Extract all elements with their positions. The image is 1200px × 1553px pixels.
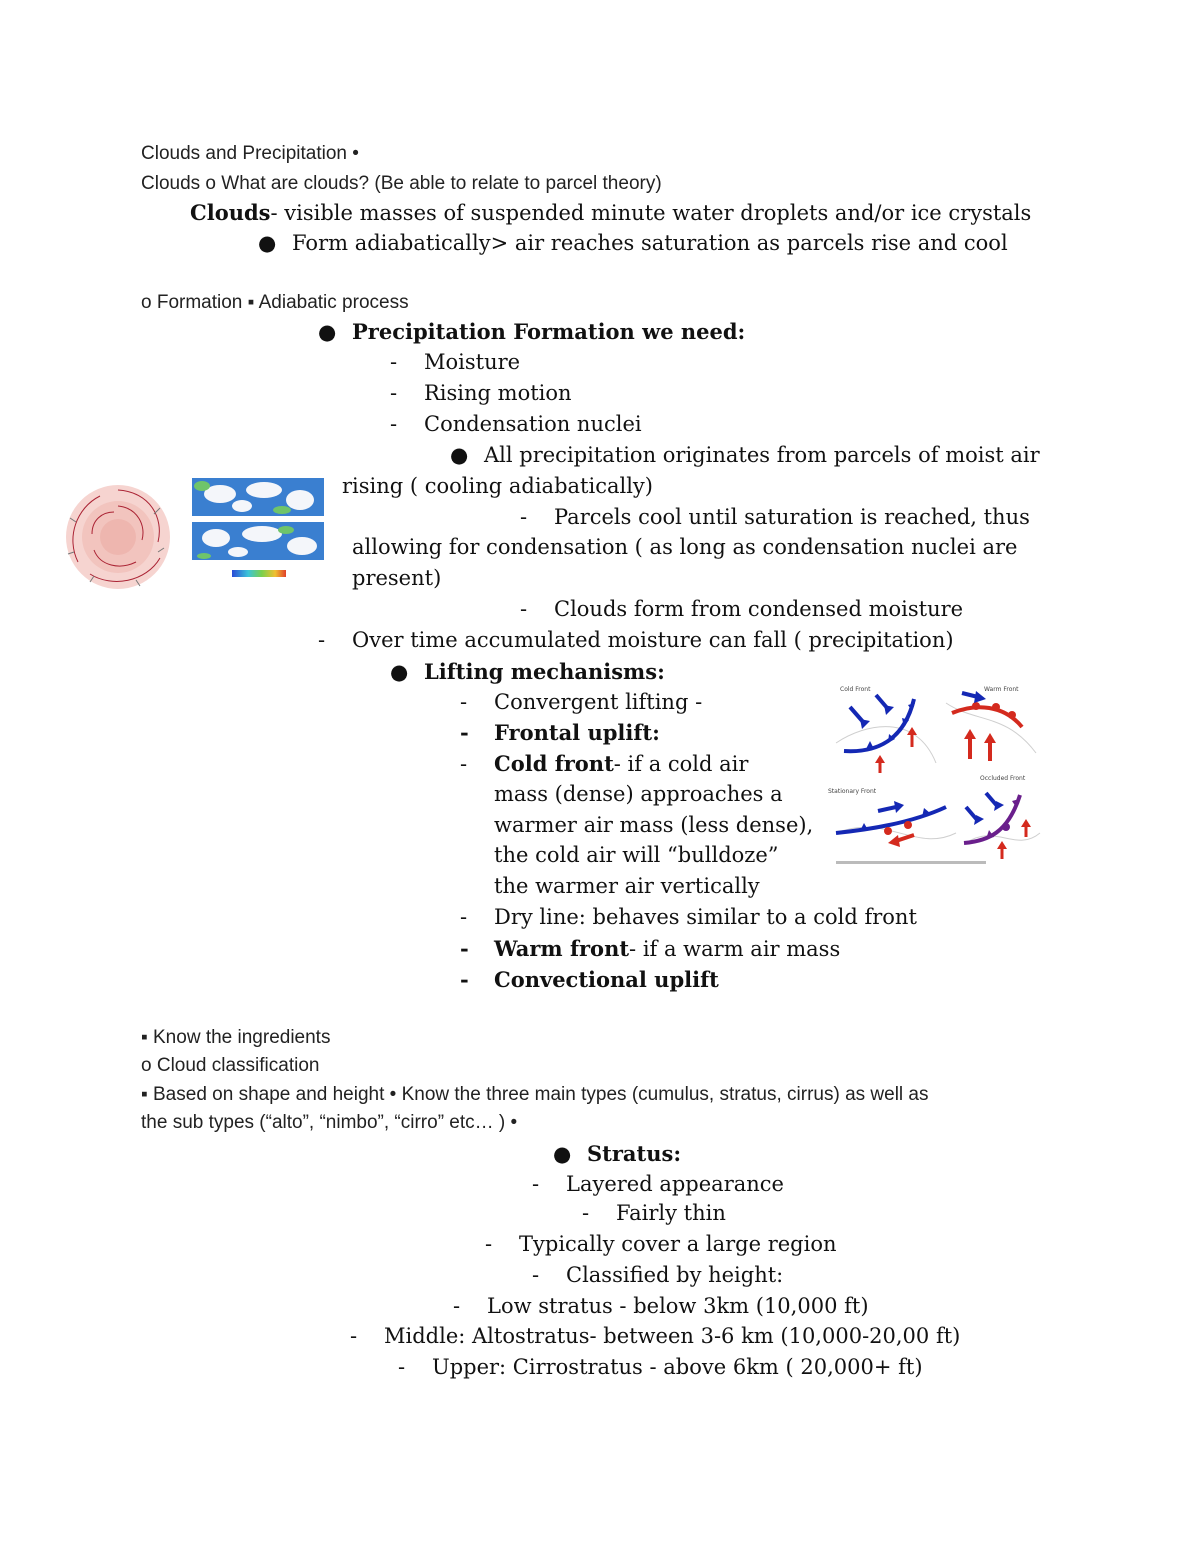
stratus-text: Low stratus - below 3km (10,000 ft) <box>487 1294 869 1318</box>
form-adiabatically <box>258 231 1008 255</box>
stratus-upper: - Upper: Cirrostratus - above 6km ( 20,000+ ft) <box>398 1355 923 1379</box>
global-precip-maps-figure <box>190 476 326 582</box>
parcels-line3: present) <box>352 566 442 590</box>
item-text: Moisture <box>424 350 521 374</box>
figure-caption-scribble <box>836 861 986 864</box>
classification-heading: o Cloud classification <box>141 1055 320 1076</box>
cold-front-line5: the warmer air vertically <box>494 874 760 898</box>
label-cold-front: Cold Front <box>840 686 871 693</box>
lifting-heading-text: Lifting mechanisms: <box>424 659 665 684</box>
ingredients-line: ▪ Know the ingredients <box>141 1027 331 1048</box>
bullet-icon: ● <box>318 319 337 344</box>
stratus-heading <box>553 1141 681 1166</box>
stratus-text: Fairly thin <box>616 1201 726 1225</box>
list-item-nuclei: - Condensation nuclei <box>390 412 642 436</box>
doc-title: Clouds and Precipitation • <box>141 143 359 164</box>
all-precip-line1 <box>450 443 1040 467</box>
over-time-text: Over time accumulated moisture can fall ( precipitation) <box>352 628 954 652</box>
clouds-definition <box>190 200 1031 225</box>
item-text: Condensation nuclei <box>424 412 642 436</box>
stratus-layered: - Layered appearance <box>532 1172 784 1196</box>
item-text: Rising motion <box>424 381 572 405</box>
clouds-term: Clouds <box>190 200 271 225</box>
list-item-moisture: - Moisture <box>390 350 521 374</box>
parcels-text: Parcels cool until saturation is reached, thus <box>554 505 1030 529</box>
stratus-text: Typically cover a large region <box>519 1232 837 1256</box>
clouds-definition-text: - visible masses of suspended minute water droplets and/or ice crystals <box>270 201 1032 225</box>
label-warm-front: Warm Front <box>984 686 1019 693</box>
convergent-line: - Convergent lifting - <box>460 690 703 714</box>
precip-need-text: Precipitation Formation we need: <box>352 319 746 344</box>
parcels-line2: allowing for condensation ( as long as condensation nuclei are <box>352 535 1018 559</box>
form-adiabatically-text: Form adiabatically> air reaches saturation as parcels rise and cool <box>292 231 1008 255</box>
clouds-question: Clouds o What are clouds? (Be able to relate to parcel theory) <box>141 173 662 194</box>
lifting-heading <box>390 659 665 684</box>
stratus-text: Layered appearance <box>566 1172 784 1196</box>
bullet-icon: ● <box>553 1141 572 1166</box>
stratus-middle: - Middle: Altostratus- between 3-6 km (10,000-20,00 ft) <box>350 1324 961 1348</box>
list-item-rising: - Rising motion <box>390 381 572 405</box>
over-time-line: - Over time accumulated moisture can fall ( precipitation) <box>318 628 954 652</box>
stratus-heading-text: Stratus: <box>587 1141 682 1166</box>
label-stationary-front: Stationary Front <box>828 788 877 795</box>
stratus-text: Upper: Cirrostratus - above 6km ( 20,000+ ft) <box>432 1355 923 1379</box>
label-occluded-front: Occluded Front <box>980 775 1026 782</box>
frontal-text: Frontal uplift: <box>494 720 660 745</box>
frontal-line: - Frontal uplift: <box>460 720 660 745</box>
cold-front-line1: - Cold front- if a cold air <box>460 751 749 776</box>
warm-front-text: - if a warm air mass <box>629 937 841 961</box>
stratus-text: Classified by height: <box>566 1263 784 1287</box>
clouds-form-line: - Clouds form from condensed moisture <box>520 597 964 621</box>
stratus-cover: - Typically cover a large region <box>485 1232 837 1256</box>
warm-front-line: - Warm front- if a warm air mass <box>460 936 841 961</box>
parcels-line1: - Parcels cool until saturation is reached, thus <box>520 505 1030 529</box>
based-line2: the sub types (“alto”, “nimbo”, “cirro” etc… ) • <box>141 1112 518 1133</box>
stratus-thin: - Fairly thin <box>582 1201 726 1225</box>
all-precip-text: All precipitation originates from parcels of moist air <box>484 443 1040 467</box>
cold-front-line2: mass (dense) approaches a <box>494 782 783 806</box>
cold-front-text: - if a cold air <box>613 752 749 776</box>
cold-front-line3: warmer air mass (less dense), <box>494 813 814 837</box>
convectional-line: - Convectional uplift <box>460 967 719 992</box>
clouds-form-text: Clouds form from condensed moisture <box>554 597 964 621</box>
all-precip-line2: rising ( cooling adiabatically) <box>342 474 653 498</box>
based-line1: ▪ Based on shape and height • Know the three main types (cumulus, stratus, cirrus) as well as <box>141 1084 929 1105</box>
cold-front-term: Cold front <box>494 751 614 776</box>
dry-line: - Dry line: behaves similar to a cold front <box>460 905 917 929</box>
stratus-text: Middle: Altostratus- between 3-6 km (10,000-20,00 ft) <box>384 1324 961 1348</box>
convergent-text: Convergent lifting - <box>494 690 703 714</box>
cyclone-swirl-figure <box>60 478 176 596</box>
bullet-icon: ● <box>258 231 277 255</box>
fronts-diagram-figure <box>826 683 1042 869</box>
formation-heading: o Formation ▪ Adiabatic process <box>141 292 409 313</box>
bullet-icon: ● <box>450 443 469 467</box>
bullet-icon: ● <box>390 659 409 684</box>
occluded-semicircles <box>1002 823 1010 831</box>
stratus-classified: - Classified by height: <box>532 1263 784 1287</box>
stratus-low: - Low stratus - below 3km (10,000 ft) <box>453 1294 869 1318</box>
precip-need <box>318 319 745 344</box>
dry-line-text: Dry line: behaves similar to a cold front <box>494 905 917 929</box>
warm-front-term: Warm front <box>494 936 630 961</box>
convectional-text: Convectional uplift <box>494 967 719 992</box>
cold-front-line4: the cold air will “bulldoze” <box>494 843 779 867</box>
